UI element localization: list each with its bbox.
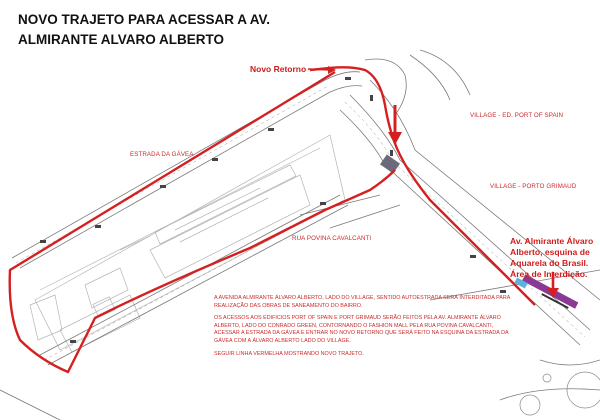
kiosk-block	[380, 154, 400, 173]
rua-povina-label: RUA POVINA CAVALCANTI	[292, 235, 372, 242]
village-port-spain-label: VILLAGE - ED. PORT OF SPAIN	[470, 112, 564, 119]
page-title	[18, 10, 318, 50]
notes-block	[214, 295, 514, 363]
interdicao-line-2: Alberto, esquina de	[510, 247, 590, 257]
note-paragraph-1: A AVENIDA ALMIRANTE ÁLVARO ALBERTO, LADO DO VILLAGE, SENTIDO AUTOESTRADA SERÁ INTERDITADA PARA REALIZAÇÃO DAS OBRAS DE SANEAMENTO DO BAIRRO.	[214, 295, 511, 309]
interdicao-line-1: Av. Almirante Álvaro	[510, 236, 594, 246]
village-porto-grimaud-label: VILLAGE - PORTO GRIMAUD	[490, 183, 577, 190]
interdicao-line-3: Aquarela do Brasil.	[510, 258, 589, 268]
title-line-2: ALMIRANTE ALVARO ALBERTO	[18, 32, 224, 47]
title-line-1: NOVO TRAJETO PARA ACESSAR A AV.	[18, 12, 271, 27]
note-paragraph-2: OS ACESSOS AOS EDIFICIOS PORT OF SPAIN E PORT GRIMAUD SERÃO FEITOS PELA AV. ALMIRANTE ÁLVARO ALBERTO, LADO DO CONRADO GREEN, CONTORNANDO O FASHION MALL PELA RUA POVINA CAVALCANTI, ACESSAR A ESTRADA DA GÁVEA E ENTRAR NO NOVO RETORNO QUE SERÁ FEITO NA ESQUINA DA ESTRADA DA GÁVEA COM A ÁLVARO ALBERTO LADO DO VILLAGE.	[214, 315, 509, 344]
interdicao-line-4: Área de Interdição.	[510, 269, 588, 279]
interdicao-callout	[510, 236, 593, 280]
bottom-right-circles	[520, 372, 600, 415]
novo-retorno-label: Novo Retorno	[250, 64, 307, 74]
estrada-gavea-label: ESTRADA DA GÁVEA	[130, 151, 194, 158]
note-paragraph-3: SEGUIR LINHA VERMELHA MOSTRANDO NOVO TRAJETO.	[214, 350, 364, 357]
